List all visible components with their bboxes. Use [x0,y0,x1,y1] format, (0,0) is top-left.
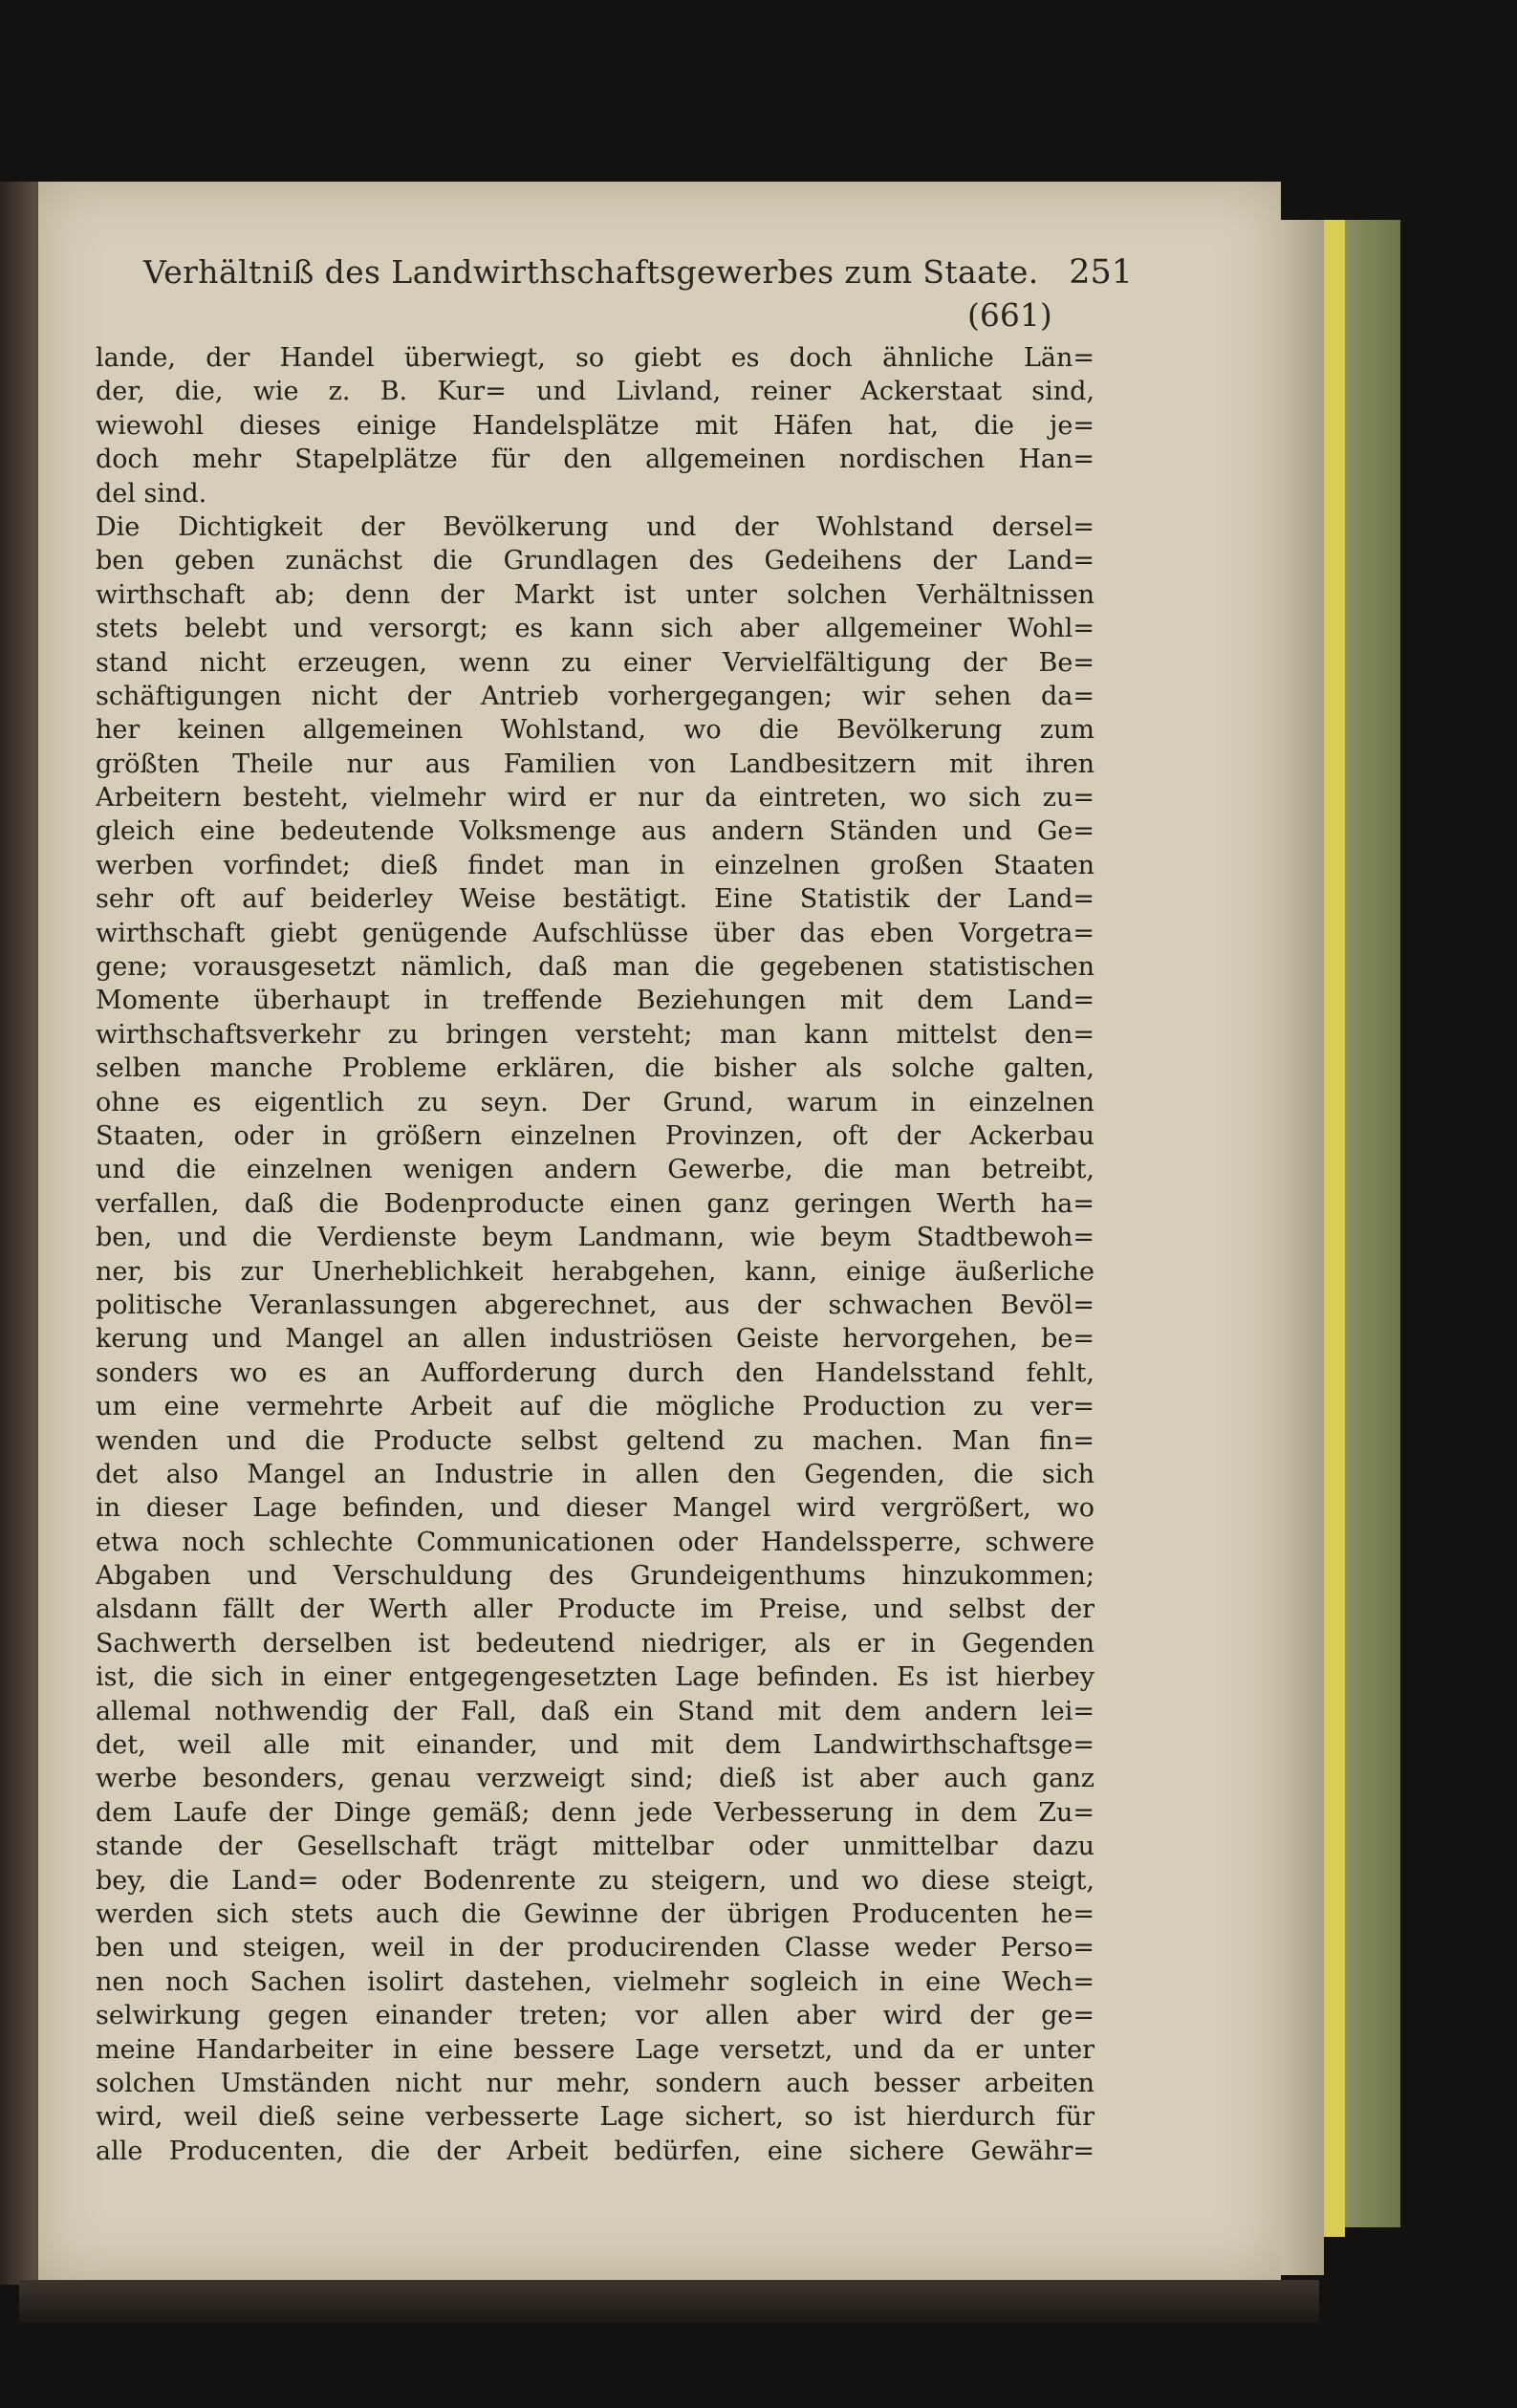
text-line: stand nicht erzeugen, wenn zu einer Vervielfältigung der Be= [96,647,1094,678]
text-line: solchen Umständen nicht nur mehr, sondern auch besser arbeiten [96,2068,1094,2098]
text-line: sonders wo es an Aufforderung durch den Handelsstand fehlt, [96,1357,1094,1388]
text-line: werben vorfindet; dieß findet man in einzelnen großen Staaten [96,850,1094,880]
page-stack-edge [1276,220,1324,2275]
text-line: nen noch Sachen isolirt dastehen, vielmehr sogleich in eine Wech= [96,1966,1094,1997]
text-line: sehr oft auf beiderley Weise bestätigt. Eine Statistik der Land= [96,884,1094,915]
page-color-edge-yellow [1324,220,1345,2237]
text-line: dem Laufe der Dinge gemäß; denn jede Verbesserung in dem Zu= [96,1797,1094,1828]
text-line: gleich eine bedeutende Volksmenge aus andern Ständen und Ge= [96,816,1094,847]
text-line: allemal nothwendig der Fall, daß ein Stand mit dem andern lei= [96,1696,1094,1726]
text-line: stande der Gesellschaft trägt mittelbar oder unmittelbar dazu [96,1832,1094,1862]
text-line: verfallen, daß die Bodenproducte einen ganz geringen Werth ha= [96,1188,1094,1219]
text-line: alle Producenten, die der Arbeit bedürfen, eine sichere Gewähr= [96,2136,1094,2166]
text-line: Arbeitern besteht, vielmehr wird er nur da eintreten, wo sich zu= [96,783,1094,814]
text-line: Momente überhaupt in treffende Beziehungen mit dem Land= [96,986,1094,1016]
text-line: wiewohl dieses einige Handelsplätze mit Häfen hat, die je= [96,410,1094,441]
text-line: ohne es eigentlich zu seyn. Der Grund, warum in einzelnen [96,1087,1094,1117]
text-line: kerung und Mangel an allen industriösen Geiste hervorgehen, be= [96,1324,1094,1355]
page-color-edge-green [1345,220,1400,2227]
text-line: alsdann fällt der Werth aller Producte im Preise, und selbst der [96,1594,1094,1625]
text-line: her keinen allgemeinen Wohlstand, wo die Bevölkerung zum [96,715,1094,746]
text-line: det, weil alle mit einander, und mit dem Landwirthschaftsge= [96,1730,1094,1761]
text-line: wenden und die Producte selbst geltend zu machen. Man fin= [96,1425,1094,1456]
text-line: ben, und die Verdienste beym Landmann, wie beym Stadtbewoh= [96,1223,1094,1253]
text-line: meine Handarbeiter in eine bessere Lage versetzt, und da er unter [96,2034,1094,2065]
text-line: wirthschaft ab; denn der Markt ist unter solchen Verhältnissen [96,579,1094,610]
text-line: del sind. [96,478,207,509]
book-bottom-edge [19,2280,1319,2323]
text-line: in dieser Lage befinden, und dieser Mangel wird vergrößert, wo [96,1493,1094,1524]
text-line: größten Theile nur aus Familien von Landbesitzern mit ihren [96,748,1094,779]
text-line: ist, die sich in einer entgegengesetzten Lage befinden. Es ist hierbey [96,1662,1094,1693]
text-line: wird, weil dieß seine verbesserte Lage sichert, so ist hierdurch für [96,2102,1094,2133]
text-line: schäftigungen nicht der Antrieb vorhergegangen; wir sehen da= [96,681,1094,711]
text-line: ben geben zunächst die Grundlagen des Gedeihens der Land= [96,546,1094,576]
text-line: und die einzelnen wenigen andern Gewerbe, die man betreibt, [96,1155,1094,1185]
text-line: gene; vorausgesetzt nämlich, daß man die gegebenen statistischen [96,952,1094,983]
text-line: stets belebt und versorgt; es kann sich aber allgemeiner Wohl= [96,614,1094,644]
text-line: det also Mangel an Industrie in allen den Gegenden, die sich [96,1459,1094,1489]
text-line: selben manche Probleme erklären, die bisher als solche galten, [96,1053,1094,1084]
text-line: etwa noch schlechte Communicationen oder Handelssperre, schwere [96,1527,1094,1557]
text-line: doch mehr Stapelplätze für den allgemeinen nordischen Han= [96,445,1094,475]
text-line: selwirkung gegen einander treten; vor allen aber wird der ge= [96,2001,1094,2031]
running-head-title: Verhältniß des Landwirthschaftsgewerbes zum Staate. [143,253,1039,291]
sheet-mark: (661) [967,296,1052,334]
text-line: wirthschaft giebt genügende Aufschlüsse über das eben Vorgetra= [96,918,1094,948]
text-line: ner, bis zur Unerheblichkeit herabgehen, kann, einige äußerliche [96,1256,1094,1287]
text-line: Die Dichtigkeit der Bevölkerung und der Wohlstand dersel= [96,511,1094,542]
text-line: werden sich stets auch die Gewinne der übrigen Producenten he= [96,1898,1094,1929]
text-line: der, die, wie z. B. Kur= und Livland, reiner Ackerstaat sind, [96,377,1094,407]
text-line: Abgaben und Verschuldung des Grundeigenthums hinzukommen; [96,1561,1094,1592]
text-line: um eine vermehrte Arbeit auf die mögliche Production zu ver= [96,1392,1094,1422]
text-line: wirthschaftsverkehr zu bringen versteht; man kann mittelst den= [96,1019,1094,1050]
text-line: Staaten, oder in größern einzelnen Provinzen, oft der Ackerbau [96,1120,1094,1151]
text-line: bey, die Land= oder Bodenrente zu steigern, und wo diese steigt, [96,1865,1094,1896]
text-line: lande, der Handel überwiegt, so giebt es doch ähnliche Län= [96,343,1094,373]
text-line: politische Veranlassungen abgerechnet, aus der schwachen Bevöl= [96,1290,1094,1320]
text-line: Sachwerth derselben ist bedeutend niedriger, als er in Gegenden [96,1628,1094,1659]
text-line: ben und steigen, weil in der producirenden Classe weder Perso= [96,1933,1094,1963]
text-line: werbe besonders, genau verzweigt sind; dieß ist aber auch ganz [96,1764,1094,1794]
body-text [96,341,1094,2168]
page-number: 251 [1069,253,1133,292]
